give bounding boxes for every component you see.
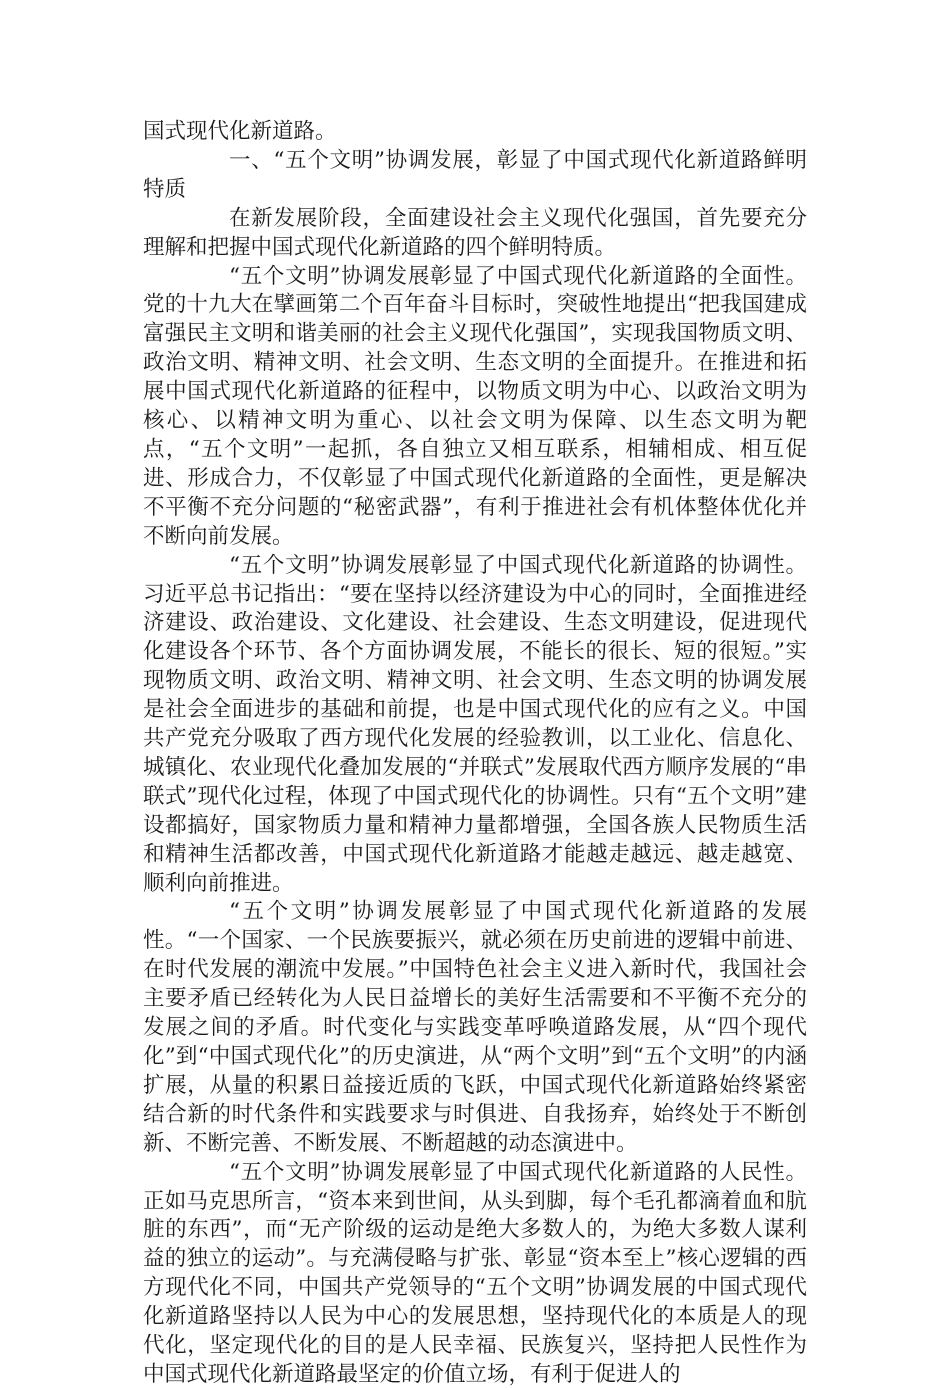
paragraph-comprehensiveness: “五个文明”协调发展彰显了中国式现代化新道路的全面性。党的十九大在擘画第二个百年奋斗目标时，突破性地提出“把我国建成富强民主文明和谐美丽的社会主义现代化强国”，实现我国物质文明、政治文明、精神文明、社会文明、生态文明的全面提升。在推进和拓展中国式现代化新道路的征程中，以物质文明为中心、以政治文明为核心、以精神文明为重心、以社会文明为保障、以生态文明为靶点，“五个文明”一起抓，各自独立又相互联系，相辅相成、相互促进、形成合力，不仅彰显了中国式现代化新道路的全面性，更是解决不平衡不充分问题的“秘密武器”，有利于推进社会有机体整体优化并不断向前发展。 [143,263,807,549]
paragraph-people: “五个文明”协调发展彰显了中国式现代化新道路的人民性。正如马克思所言，“资本来到世间，从头到脚，每个毛孔都滴着血和肮脏的东西”，而“无产阶级的运动是绝大多数人的，为绝大多数人谋利益的独立的运动”。与充满侵略与扩张、彰显“资本至上”核心逻辑的西方现代化不同，中国共产党领导的“五个文明”协调发展的中国式现代化新道路坚持以人民为中心的发展思想，坚持现代化的本质是人的现代化，坚定现代化的目的是人民幸福、民族复兴，坚持把人民性作为中国式现代化新道路最坚定的价值立场，有利于促进人的 [143,1159,807,1387]
paragraph-continuation: 国式现代化新道路。 [143,119,337,144]
paragraph-intro: 在新发展阶段，全面建设社会主义现代化强国，首先要充分理解和把握中国式现代化新道路的四个鲜明特质。 [143,205,807,260]
section-heading: 一、“五个文明”协调发展，彰显了中国式现代化新道路鲜明特质 [143,147,807,202]
document-body [143,118,807,1390]
paragraph-development: “五个文明”协调发展彰显了中国式现代化新道路的发展性。“一个国家、一个民族要振兴，就必须在历史前进的逻辑中前进、在时代发展的潮流中发展。”中国特色社会主义进入新时代，我国社会主要矛盾已经转化为人民日益增长的美好生活需要和不平衡不充分的发展之间的矛盾。时代变化与实践变革呼唤道路发展，从“四个现代化”到“中国式现代化”的历史演进，从“两个文明”到“五个文明”的内涵扩展，从量的积累日益接近质的飞跃，中国式现代化新道路始终紧密结合新的时代条件和实践要求与时俱进、自我扬弃，始终处于不断创新、不断完善、不断发展、不断超越的动态演进中。 [143,899,807,1156]
paragraph-coordination: “五个文明”协调发展彰显了中国式现代化新道路的协调性。习近平总书记指出：“要在坚持以经济建设为中心的同时，全面推进经济建设、政治建设、文化建设、社会建设、生态文明建设，促进现代化建设各个环节、各个方面协调发展，不能长的很长、短的很短。”实现物质文明、政治文明、精神文明、社会文明、生态文明的协调发展是社会全面进步的基础和前提，也是中国式现代化的应有之义。中国共产党充分吸取了西方现代化发展的经验教训，以工业化、信息化、城镇化、农业现代化叠加发展的“并联式”发展取代西方顺序发展的“串联式”现代化过程，体现了中国式现代化的协调性。只有“五个文明”建设都搞好，国家物质力量和精神力量都增强，全国各族人民物质生活和精神生活都改善，中国式现代化新道路才能越走越远、越走越宽、顺利向前推进。 [143,552,807,896]
